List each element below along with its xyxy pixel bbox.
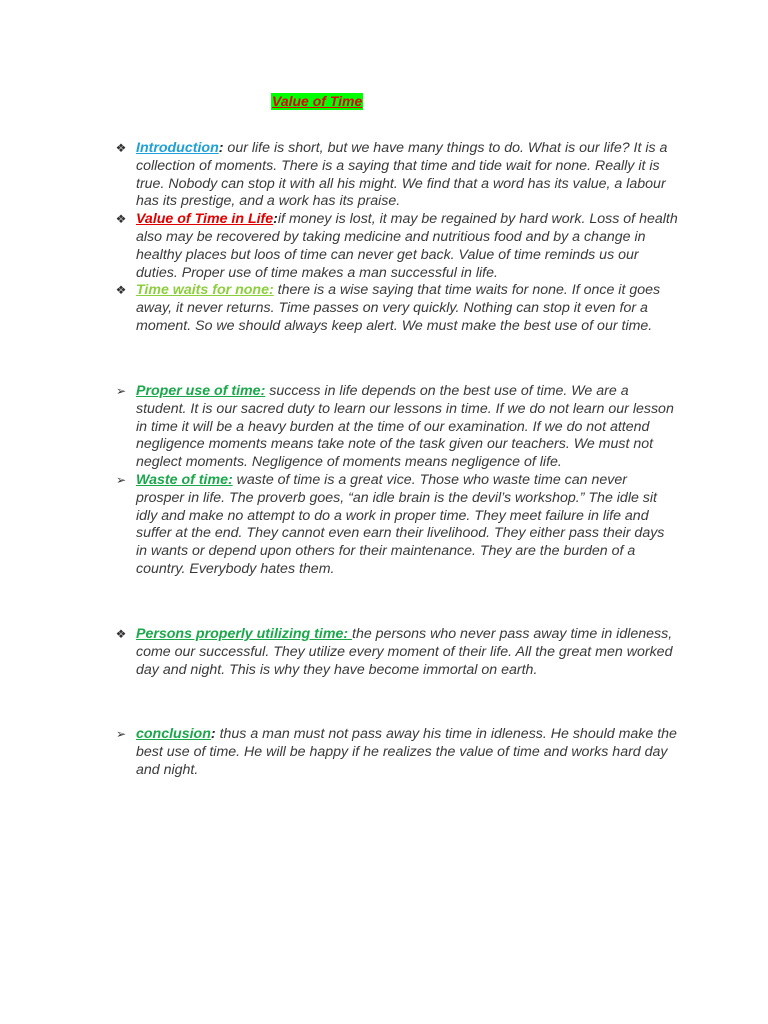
paragraph-text: our life is short, but we have many things to do. What is our life? It is a collection of moments. There is a saying that time and tide wait for none. Really it is true. Nobody can stop it with all his might. We find that a word has its value, a labour has its prestige, and a work has its praise.	[136, 140, 668, 210]
list-item	[114, 472, 679, 579]
diamond-bullet-icon: ❖	[115, 627, 127, 641]
heading-separator: :	[273, 211, 278, 228]
list-item	[114, 140, 679, 211]
paragraph-text: there is a wise saying that time waits for none. If once it goes away, it never returns. Time passes on very quickly. Nothing can stop it even for a moment. So we should always keep alert. We must make the best use of our time.	[136, 282, 661, 334]
paragraph-text: success in life depends on the best use of time. We are a student. It is our sacred duty to learn our lessons in time. If we do not learn our lesson in time it will be a heavy burden at the time of our examination. If we do not attend negligence moments means take note of the task given our teachers. We must not neglect moments. Negligence of moments means negligence of life.	[136, 383, 674, 471]
section-heading: Persons properly utilizing time:	[136, 626, 352, 642]
paragraph-text: waste of time is a great vice. Those who waste time can never prosper in life. The proverb goes, “an idle brain is the devil’s workshop.” The idle sit idly and make no attempt to do a work in proper time. They meet failure in life and suffer at the end. They cannot even earn their livelihood. They either pass their days in wants or depend upon others for their maintenance. They are the burden of a country. Everybody hates them.	[136, 471, 665, 577]
section-heading: Time waits for none:	[136, 282, 274, 299]
paragraph-text: thus a man must not pass away his time in idleness. He should make the best use of time. He will be happy if he realizes the value of time and works hard day and night.	[136, 726, 677, 778]
bullet-list	[114, 140, 679, 336]
bullet-list	[114, 626, 679, 679]
list-item	[114, 726, 679, 779]
list-item	[114, 626, 679, 679]
arrowhead-bullet-icon: ➢	[115, 472, 127, 487]
page-title: Value of Time	[272, 93, 363, 109]
section-heading: Proper use of time:	[136, 383, 266, 399]
list-item	[114, 211, 679, 282]
list-item	[114, 383, 679, 472]
section-heading: Introduction	[136, 140, 219, 156]
diamond-bullet-icon: ❖	[115, 212, 127, 227]
heading-separator: :	[210, 726, 216, 742]
arrowhead-bullet-icon: ➢	[115, 727, 127, 741]
section-heading: conclusion	[136, 726, 211, 742]
heading-separator: :	[218, 140, 224, 156]
bullet-list	[114, 383, 679, 579]
diamond-bullet-icon: ❖	[115, 283, 127, 298]
paragraph-text: if money is lost, it may be regained by hard work. Loss of health also may be recovered by taking medicine and nutritious food and by a change in healthy places but loos of time can never get back. Value of time reminds us our duties. Proper use of time makes a man successful in life.	[136, 211, 678, 281]
diamond-bullet-icon: ❖	[115, 141, 127, 155]
section-heading: Waste of time:	[136, 471, 233, 488]
arrowhead-bullet-icon: ➢	[115, 384, 127, 398]
bullet-list	[114, 726, 679, 779]
section-heading: Value of Time in Life	[136, 211, 274, 228]
paragraph-text: the persons who never pass away time in idleness, come our successful. They utilize every moment of their life. All the great men worked day and night. This is why they have become immortal on earth.	[136, 626, 673, 678]
list-item	[114, 282, 679, 335]
